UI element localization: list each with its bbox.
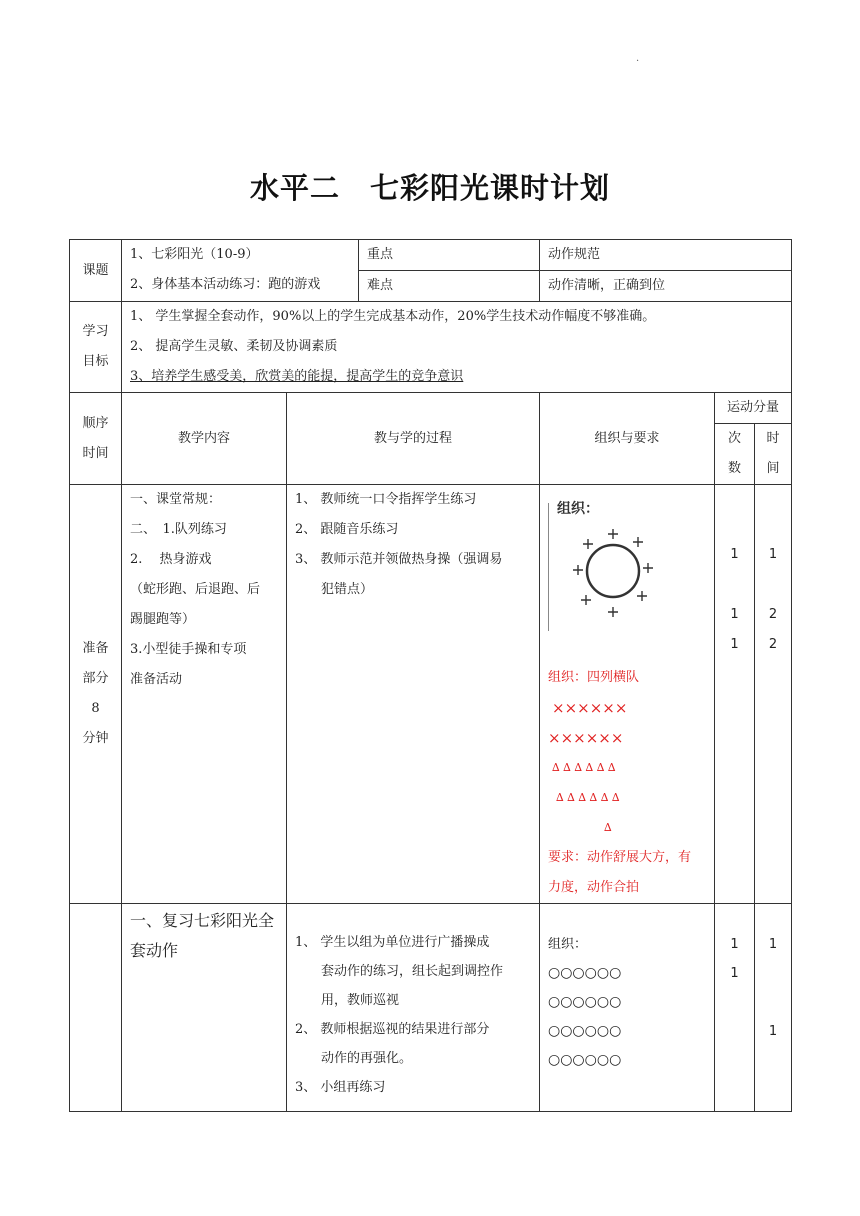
goals-label-line: 学习 <box>82 324 109 339</box>
circle-formation <box>548 493 706 643</box>
goals-cell <box>122 302 792 393</box>
process-header: 教与学的过程 <box>287 393 540 485</box>
section2-label <box>70 904 122 1112</box>
duration-value: 1 <box>768 547 778 562</box>
student-plus <box>608 607 618 617</box>
process-line: 1、 学生以组为单位进行广播操成 <box>295 935 490 950</box>
duration-header-line: 时 <box>766 431 780 446</box>
topic-label: 课题 <box>70 240 122 302</box>
circle-formation-label: 组织： <box>557 501 599 517</box>
org-row: ○○○○○○ <box>548 1052 622 1068</box>
order-time-line: 顺序 <box>82 415 109 431</box>
process-line: 用，教师巡视 <box>321 993 400 1008</box>
process-line: 犯错点） <box>321 582 374 597</box>
process-line: 1、 教师统一口令指挥学生练习 <box>295 492 477 507</box>
order-time-header <box>70 393 122 485</box>
difficulty-value: 动作清晰，正确到位 <box>540 271 792 302</box>
duration-value: 2 <box>768 607 778 622</box>
requirement-line: 要求：动作舒展大方，有 <box>548 850 692 865</box>
section1-organization <box>540 485 715 904</box>
times-value <box>715 570 754 600</box>
section1-process <box>287 485 540 904</box>
order-time-line: 时间 <box>82 445 109 461</box>
section2-content <box>122 904 287 1112</box>
org-label: 组织： <box>548 937 588 952</box>
formation-row: ∆ ∆ ∆ ∆ ∆ ∆ <box>552 761 616 774</box>
student-plus <box>608 529 618 539</box>
content-line: 准备活动 <box>130 672 183 687</box>
content-line: 一、课堂常规： <box>130 492 222 507</box>
process-line: 2、 教师根据巡视的结果进行部分 <box>295 1022 490 1037</box>
goal-item: 2、 提高学生灵敏、柔韧及协调素质 <box>130 339 338 354</box>
times-value: 1 <box>730 547 739 562</box>
times-header <box>715 424 755 485</box>
times-header-line: 数 <box>727 461 741 476</box>
duration-value: 1 <box>768 937 778 952</box>
times-value: 1 <box>730 607 739 622</box>
page-dot-mark: · <box>636 56 640 67</box>
process-line: 动作的再强化。 <box>321 1051 413 1066</box>
section2-times <box>715 904 755 1112</box>
times-header-line: 次 <box>727 431 741 446</box>
requirement-line: 力度，动作合拍 <box>548 880 640 895</box>
exercise-load-header: 运动分量 <box>715 393 792 424</box>
student-plus <box>573 565 583 575</box>
goals-label <box>70 302 122 393</box>
times-value: 1 <box>730 966 739 981</box>
formation-row: ∆ <box>604 821 612 834</box>
section1-label <box>70 485 122 904</box>
student-plus <box>633 537 643 547</box>
content-line: 套动作 <box>130 941 179 960</box>
difficulty-label: 难点 <box>359 271 540 302</box>
student-marks <box>573 529 653 617</box>
process-line: 3、 小组再练习 <box>295 1080 386 1095</box>
section1-content <box>122 485 287 904</box>
student-plus <box>637 591 647 601</box>
organization-header: 组织与要求 <box>540 393 715 485</box>
times-value: 1 <box>730 937 739 952</box>
duration-value: 1 <box>768 1024 778 1039</box>
times-value: 1 <box>730 637 739 652</box>
duration-header-line: 间 <box>766 461 780 476</box>
goals-label-line: 目标 <box>82 354 109 369</box>
org-row: ○○○○○○ <box>548 994 622 1010</box>
student-plus <box>581 595 591 605</box>
topic-cell <box>122 240 359 302</box>
formation-row: ×××××× <box>548 729 624 747</box>
section1-label-line: 部分 <box>82 671 109 686</box>
duration-value <box>755 570 791 600</box>
formation-circle <box>587 545 639 597</box>
section1-label-line: 准备 <box>82 641 109 656</box>
content-line: 2. 热身游戏 <box>130 552 212 567</box>
content-line: 3.小型徒手操和专项 <box>130 642 247 657</box>
section1-label-line: 8 <box>91 701 100 716</box>
key-point-value: 动作规范 <box>540 240 792 271</box>
formation-row: ×××××× <box>552 699 628 717</box>
content-line: 二、 1.队列练习 <box>130 522 227 537</box>
duration-spacer <box>755 959 791 1017</box>
org-row: ○○○○○○ <box>548 965 622 981</box>
goal-item: 3、培养学生感受美，欣赏美的能提，提高学生的竞争意识 <box>130 369 464 384</box>
topic-line: 1、七彩阳光（10-9） <box>130 247 259 262</box>
content-line: 踢腿跑等） <box>130 612 196 627</box>
section1-times <box>715 485 755 904</box>
circle-formation-diagram <box>568 521 658 621</box>
section2-organization <box>540 904 715 1112</box>
section2-process <box>287 904 540 1112</box>
content-line: 一、复习七彩阳光全 <box>130 911 275 930</box>
formation-title: 组织：四列横队 <box>548 670 640 685</box>
duration-header <box>755 424 792 485</box>
org-row: ○○○○○○ <box>548 1023 622 1039</box>
lesson-plan-table <box>69 239 792 1112</box>
student-plus <box>583 539 593 549</box>
formation-divider <box>548 503 549 631</box>
process-line: 2、 跟随音乐练习 <box>295 522 399 537</box>
duration-value: 2 <box>768 637 778 652</box>
section1-label-line: 分钟 <box>82 731 109 746</box>
key-point-label: 重点 <box>359 240 540 271</box>
content-header: 教学内容 <box>122 393 287 485</box>
process-line: 3、 教师示范并领做热身操（强调易 <box>295 552 503 567</box>
section2-duration <box>755 904 792 1112</box>
goal-item: 1、 学生掌握全套动作，90%以上的学生完成基本动作，20%学生技术动作幅度不够准确。 <box>130 309 656 324</box>
content-line: （蛇形跑、后退跑、后 <box>130 582 261 597</box>
page-title: 水平二 七彩阳光课时计划 <box>249 171 610 205</box>
section1-duration <box>755 485 792 904</box>
student-plus <box>643 563 653 573</box>
topic-line: 2、身体基本活动练习：跑的游戏 <box>130 277 321 292</box>
formation-row: ∆ ∆ ∆ ∆ ∆ ∆ <box>556 791 620 804</box>
process-line: 套动作的练习，组长起到调控作 <box>321 964 504 979</box>
